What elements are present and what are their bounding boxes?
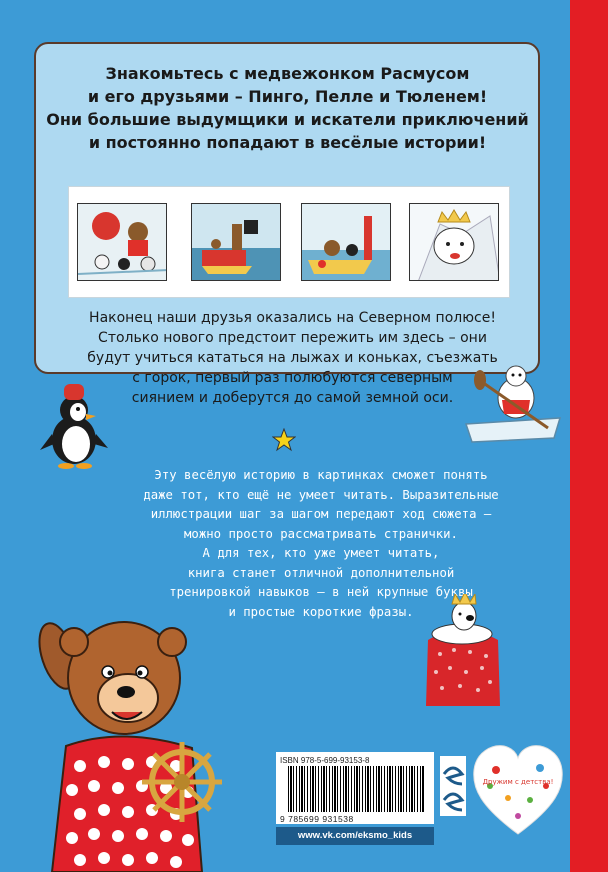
story-line: Наконец наши друзья оказались на Северном полюсе! (89, 310, 496, 326)
note-line: книга станет отличной дополнительной (187, 565, 455, 580)
story-line: с горок, первый раз полюбуются северным (132, 370, 453, 386)
barcode-box (276, 752, 434, 824)
publisher-logo-icon (440, 756, 466, 816)
note-line: А для тех, кто уже умеет читать, (202, 546, 440, 560)
story-line: Столько нового предстоит пережить им здесь – они (98, 330, 487, 346)
star-icon (272, 428, 296, 452)
comic-frame-1 (77, 203, 167, 281)
comic-frame-2 (191, 203, 281, 281)
note-line: можно просто рассматривать странички. (184, 526, 458, 541)
note-line: иллюстрации шаг за шагом передают ход сюжета – (150, 507, 492, 521)
blurb-line: Они большие выдумщики и искатели приключений (46, 110, 529, 129)
heart-badge-text: Дружим с детства! (482, 778, 554, 786)
story-line: сиянием и доберутся до самой земной оси. (131, 390, 454, 406)
book-spine (570, 0, 608, 872)
note-line: и простые короткие фразы. (228, 604, 414, 619)
note-line: Эту весёлую историю в картинках сможет понять (154, 468, 488, 482)
barcode (288, 766, 424, 812)
note-line: тренировкой навыков – в ней крупные буквы (169, 585, 473, 599)
publisher-url[interactable]: www.vk.com/eksmo_kids (276, 827, 434, 845)
note-line: даже тот, кто ещё не умеет читать. Выразительные (143, 487, 499, 502)
story-line: будут учиться кататься на лыжах и коньках, съезжать (87, 350, 498, 366)
blurb-line: и его друзьями – Пинго, Пелле и Тюленем! (87, 87, 488, 106)
penguin-illustration (34, 378, 112, 470)
blurb-line: Знакомьтесь с медвежонком Расмусом (105, 64, 470, 83)
comic-frame-3 (301, 203, 391, 281)
barcode-number: 9 785699 931538 (280, 814, 354, 824)
isbn-label: ISBN 978-5-699-93153-8 (280, 756, 370, 765)
blurb-line: и постоянно попадают в весёлые истории! (88, 133, 487, 152)
comic-strip (68, 186, 510, 298)
heart-badge (470, 740, 566, 838)
rasmus-bear-illustration (32, 616, 232, 872)
comic-frame-4 (409, 203, 499, 281)
intro-blurb (40, 62, 535, 154)
king-character-illustration (420, 594, 506, 710)
polar-bear-raft-illustration (462, 362, 566, 444)
